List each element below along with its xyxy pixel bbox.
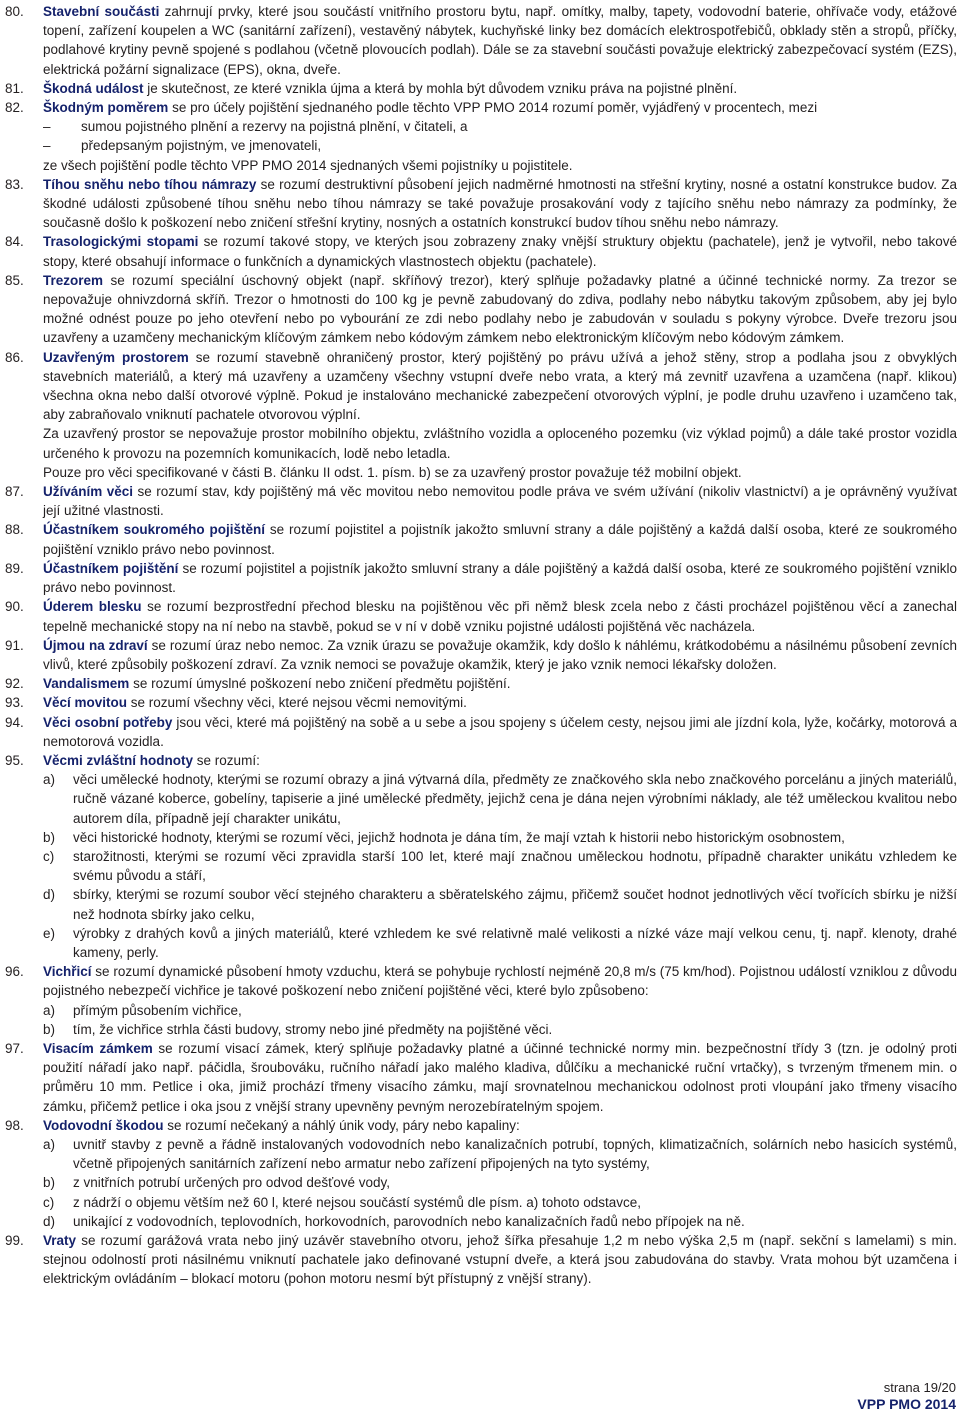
defined-term: Vandalismem [43,676,130,692]
definition-paragraph [43,636,957,674]
defined-term: Účastníkem pojištění [43,560,179,576]
item-number: 98. [5,1117,24,1133]
defined-term: Škodným poměrem [43,100,169,116]
sub-list-item [43,828,957,847]
item-number: 89. [5,560,24,576]
definition-text: se rozumí: [196,752,260,768]
defined-term: Vodovodní škodou [43,1117,164,1133]
defined-term: Trezorem [43,272,104,288]
definition-text: se rozumí všechny věci, které nejsou věcmi nemovitými. [130,695,467,711]
defined-term: Trasologickými stopami [43,234,199,250]
definition-paragraph [43,79,957,98]
defined-term: Újmou na zdraví [43,637,148,653]
sub-item-text: unikající z vodovodních, teplovodních, horkovodních, parovodních nebo kanalizačních řadů nebo přípojek na ně. [73,1213,745,1229]
definition-item [5,2,957,79]
sub-item-text: přímým působením vichřice, [73,1002,242,1018]
definition-text: se rozumí pojistitel a pojistník jakožto smluvní strany a dále pojištěný a každá další osoba, které ze soukromého pojištění vzniklo právo nebo povinnost. [43,522,957,557]
definition-paragraph [43,1116,957,1135]
definition-text: Pouze pro věci specifikované v části B. článku II odst. 1. písm. b) se za uzavřený prostor považuje též mobilní objekt. [43,464,742,480]
definition-text: zahrnují prvky, které jsou součástí vnitřního prostoru bytu, např. omítky, malby, tapety, vodovodní baterie, ohřívače vody, etážové topení, zařízení koupelen a WC (sanitární zařízení), vestavěný nábytek, kuchyňské linky bez domácích elektrospotřebičů, obklady stěn a stropů, příčky, podlahové krytiny pevně spojené s podlahou (včetně plovoucích podlah). Dále se za stavební součásti považuje elektrický zabezpečovací systém (EZS), elektrická požární signalizace (EPS), okna, dveře. [43,4,957,77]
sub-item-letter: c) [43,848,55,864]
definition-paragraph [43,463,957,482]
sub-item-text: z nádrží o objemu větším než 60 l, které nejsou součástí systémů dle písm. a) tohoto odstavce, [73,1194,642,1210]
definition-paragraph [43,2,957,79]
item-number: 87. [5,484,24,500]
sub-item-text: starožitnosti, kterými se rozumí věci zpravidla starší 100 let, které mají značnou uměleckou hodnotu, případně charakter unikátu vzhledem ke svému původu a stáří, [73,848,957,884]
definition-item [5,597,957,635]
definition-item [5,520,957,558]
definition-paragraph [43,424,957,462]
defined-term: Škodná událost [43,80,144,96]
definition-paragraph [43,1231,957,1289]
sub-list-item [43,885,957,923]
sub-list-item [43,924,957,962]
definition-paragraph [43,271,957,348]
definition-paragraph [43,751,957,770]
item-number: 88. [5,522,24,538]
sub-list-item [43,1135,957,1173]
definition-item [5,962,957,1039]
document-code: VPP PMO 2014 [857,1396,956,1412]
definition-paragraph [43,1039,957,1116]
sub-item-text: věci historické hodnoty, kterými se rozumí věci, jejichž hodnota je dána tím, že mají vztah k historii nebo historickým osobnostem, [73,829,845,845]
sub-item-letter: e) [43,925,56,941]
definition-item [5,175,957,233]
defined-term: Uzavřeným prostorem [43,349,189,365]
definition-text: Za uzavřený prostor se nepovažuje prostor mobilního objektu, zvláštního vozidla a oploceného pozemku (viz výklad pojmů) a dále také prostor vozidla určeného k provozu na pozemních komunikacích, lodě nebo letadla. [43,426,957,461]
definition-item [5,559,957,597]
definition-tail: ze všech pojištění podle těchto VPP PMO 2014 sjednaných všemi pojistníky u pojistitele. [43,157,573,173]
item-number: 99. [5,1233,24,1248]
sub-list-item [43,847,957,885]
sub-item-letter: b) [43,1021,56,1037]
sub-item-text: výrobky z drahých kovů a jiných materiálů, které vzhledem ke své relativně malé velikosti a nízké váze mají velkou cenu, tj. např. klenoty, drahé kameny, perly. [73,925,957,960]
definition-item [5,482,957,520]
definition-paragraph [43,559,957,597]
item-number: 82. [5,100,24,116]
defined-term: Věcmi zvláštní hodnoty [43,752,194,768]
sub-list-item [43,1001,957,1020]
sub-item-text: věci umělecké hodnoty, kterými se rozumí obrazy a jiná výtvarná díla, předměty ze značkového skla nebo značkového porcelánu a jiných materiálů, ručně vázané koberce, gobelíny, tapiserie a jiné umělecké předměty, jejichž cena je dána nejen výrobními náklady, ale též uměleckou kvalitou nebo autorem díla, případně její charakter unikátu, [73,772,957,826]
definition-item [5,713,957,751]
definition-item [5,98,957,175]
defined-term: Účastníkem soukromého pojištění [43,522,265,538]
definition-text: se rozumí dynamické působení hmoty vzduchu, která se pohybuje rychlostí nejméně 20,8 m/s (75 km/hod). Pojistnou událostí vzniklou z důvodu pojistného nebezpečí vichřice je takové poškození nebo zničení pojištěné věci, které bylo způsobeno: [43,964,957,999]
item-number: 85. [5,272,24,288]
defined-term: Úderem blesku [43,599,142,615]
page-footer [857,1380,956,1413]
definition-text: se rozumí garážová vrata nebo jiný uzávěr stavebního otvoru, jehož šířka přesahuje 1,2 m nebo výška 2,5 m (např. sekční s lamelami) s min. stejnou odolností proti násilnému vniknutí pachatele jako definované vstupní dveře, a která jsou zabudována do stavby. Vrata mohou být uzamčena i elektrickým ovládáním – blokací motoru (pohon motoru nesmí být přístupný z vnější strany). [43,1233,957,1287]
definition-item [5,636,957,674]
dash-marker: – [43,138,51,154]
definition-text: se rozumí bezprostřední přechod blesku na pojištěnou věc při němž blesk zcela nebo z části procházel pojištěnou věcí a zanechal tepelně mechanické stopy na ní nebo na stavbě, pokud se v ní v době vzniku pojistné události pojištěná věc nacházela. [43,599,957,634]
sub-list-item [43,770,957,828]
sub-item-letter: a) [43,772,56,788]
defined-term: Vraty [43,1233,77,1248]
item-number: 90. [5,599,24,615]
definition-item [5,1039,957,1116]
definition-item [5,674,957,693]
item-number: 97. [5,1040,24,1056]
definition-paragraph [43,962,957,1000]
defined-term: Stavební součásti [43,4,160,19]
sub-item-letter: b) [43,1175,56,1191]
dash-list-item [43,117,957,136]
dash-marker: – [43,119,51,135]
item-number: 93. [5,695,24,711]
definition-paragraph [43,348,957,425]
dash-list-item [43,136,957,155]
sub-list-item [43,1212,957,1231]
item-number: 86. [5,349,24,365]
definition-text: jsou věci, které má pojištěný na sobě a u sebe a jsou spojeny s účelem cesty, nejsou jimi ale jízdní kola, lyže, kočárky, motorová a nemotorová vozidla. [43,714,957,749]
definition-paragraph [43,98,957,117]
page-number: strana 19/20 [883,1380,956,1395]
sub-list-item [43,1173,957,1192]
definition-item [5,1116,957,1231]
defined-term: Vichřicí [43,964,92,980]
definition-text: se rozumí visací zámek, který splňuje požadavky platné a účinné technické normy min. bezpečnostní třídy 3 (tzn. je odolný proti použití nářadí jako např. páčidla, šroubováku, ručního nářadí jako malého kladiva, důlčíku a mechanické ruční vrtačky), s tvrzeným třmenem min. o průměru 10 mm. Petlice i oka, jimiž prochází třmeny visacího zámku, mají srovnatelnou mechanickou odolnost proti vloupání jako třmeny visacího zámku, přičemž petlice i oka jsou z vnější strany upevněny pevným nerozebíratelným spojem. [43,1040,957,1114]
definition-item [5,79,957,98]
sub-item-letter: b) [43,829,56,845]
defined-term: Užíváním věci [43,484,134,500]
definition-text: se rozumí destruktivní působení jejich nadměrné hmotnosti na střešní krytiny, nosné a ostatní konstrukce budov. Za škodné události způsobené tíhou sněhu nebo tíhou námrazy se také považuje prosakování vody z tajícího sněhu nebo námrazy za podmínky, že současně došlo k poškození nebo zničení střešní krytiny, nosných a ostatních konstrukcí budov tíhou sněhu nebo námrazy. [43,176,957,231]
definition-paragraph [43,693,957,712]
defined-term: Visacím zámkem [43,1040,153,1056]
sub-item-text: z vnitřních potrubí určených pro odvod dešťové vody, [73,1175,390,1191]
definition-item [5,751,957,962]
item-number: 96. [5,964,24,980]
definition-text: je skutečnost, ze které vznikla újma a která by mohla být důvodem vzniku práva na pojistné plnění. [147,80,738,96]
dash-item-text: předepsaným pojistným, ve jmenovateli, [81,138,322,154]
item-number: 94. [5,714,24,730]
sub-item-letter: a) [43,1002,56,1018]
definition-paragraph [43,674,957,693]
defined-term: Tíhou sněhu nebo tíhou námrazy [43,176,257,192]
dash-item-text: sumou pojistného plnění a rezervy na pojistná plnění, v čitateli, a [81,119,468,135]
sub-item-letter: d) [43,887,56,903]
definition-text: se rozumí úraz nebo nemoc. Za vznik úrazu se považuje okamžik, kdy došlo k náhlému, krátkodobému a násilnému působení zevních vlivů, které způsobily poškození zdraví. Za vznik nemoci se považuje okamžik, který je jako vznik nemoci lékařsky doložen. [43,637,957,672]
sub-item-text: tím, že vichřice strhla části budovy, stromy nebo jiné předměty na pojištěné věci. [73,1021,553,1037]
definition-paragraph [43,175,957,233]
definition-item [5,348,957,482]
definition-item [5,1231,957,1289]
defined-term: Věci osobní potřeby [43,714,173,730]
definition-paragraph [43,597,957,635]
sub-item-letter: c) [43,1194,55,1210]
item-number: 92. [5,676,24,692]
definition-text: se rozumí nečekaný a náhlý únik vody, páry nebo kapaliny: [167,1117,520,1133]
sub-item-text: uvnitř stavby z pevně a řádně instalovaných vodovodních nebo kanalizačních potrubí, topných, klimatizačních, solárních nebo hasicích systémů, včetně připojených sanitárních zařízení nebo armatur nebo zařízení připojených na tyto systémy, [73,1136,957,1172]
definition-paragraph [43,520,957,558]
definition-paragraph [43,482,957,520]
definition-text: se rozumí pojistitel a pojistník jakožto smluvní strany a dále pojištěný a každá další osoba, které ze soukromého pojištění vzniklo právo nebo povinnost. [43,560,957,596]
definition-item [5,693,957,712]
sub-item-letter: a) [43,1136,56,1152]
definition-item [5,271,957,348]
item-number: 84. [5,234,24,250]
item-number: 83. [5,176,24,192]
definition-text: se rozumí stav, kdy pojištěný má věc movitou nebo nemovitou podle práva ve svém užívání (nikoliv vlastnictví) a je oprávněný využívat její užitné vlastnosti. [43,484,957,519]
definition-text: se rozumí stavebně ohraničený prostor, který pojištěný po právu užívá a jehož stěny, strop a podlaha jsou z obvyklých stavebních materiálů, a který má uzavřeny a uzamčeny všechny vstupní dveře nebo vrata, a který má zevnitř uzavřena a uzamčena (např. klikou) všechna okna nebo další otvorové výplně. Pokud je instalováno mechanické zabezpečení otvorových výplní, je podle druhu uzavřeno i uzamčeno tak, aby zabraňovalo vniknutí pachatele otvorovou výplní. [43,349,957,423]
sub-list-item [43,1193,957,1212]
definition-paragraph [43,232,957,270]
definition-text: se rozumí takové stopy, ve kterých jsou zobrazeny znaky vnější struktury objektu (pachatele), jenž je vytvořil, nebo takové stopy, které obsahují informace o funkčních a dynamických vlastnostech objektu (pachatele). [43,234,957,269]
item-number: 80. [5,4,24,19]
sub-item-text: sbírky, kterými se rozumí soubor věcí stejného charakteru a sběratelského zájmu, přičemž součet hodnot jednotlivých věcí tvořících sbírku je nižší než hodnota sbírky jako celku, [73,887,957,922]
definition-text: se pro účely pojištění sjednaného podle těchto VPP PMO 2014 rozumí poměr, vyjádřený v procentech, mezi [172,100,818,116]
definition-paragraph [43,713,957,751]
item-number: 81. [5,80,24,96]
item-number: 95. [5,752,24,768]
definitions-list [5,2,957,1289]
definition-item [5,232,957,270]
definition-text: se rozumí úmyslné poškození nebo zničení předmětu pojištění. [133,676,511,692]
sub-item-letter: d) [43,1213,56,1229]
defined-term: Věcí movitou [43,695,128,711]
sub-list-item [43,1020,957,1039]
item-number: 91. [5,637,24,653]
definition-text: se rozumí speciální úschovný objekt (např. skříňový trezor), který splňuje požadavky platné a účinné technické normy. Za trezor se nepovažuje ohnivzdorná skříň. Trezor o hmotnosti do 100 kg je pevně zabudovaný do zdiva, podlahy nebo nábytku takovým způsobem, aby jej bylo možné odnést pouze po jeho otevření nebo po vybourání ze zdi nebo podlahy nebo je zabudován v souladu s pokyny výrobce. Dveře trezoru jsou uzavřeny a uzamčeny mechanickým klíčovým zámkem nebo kódovým zámkem nebo elektronickým klíčovým nebo kódovým zámkem. [43,272,957,346]
